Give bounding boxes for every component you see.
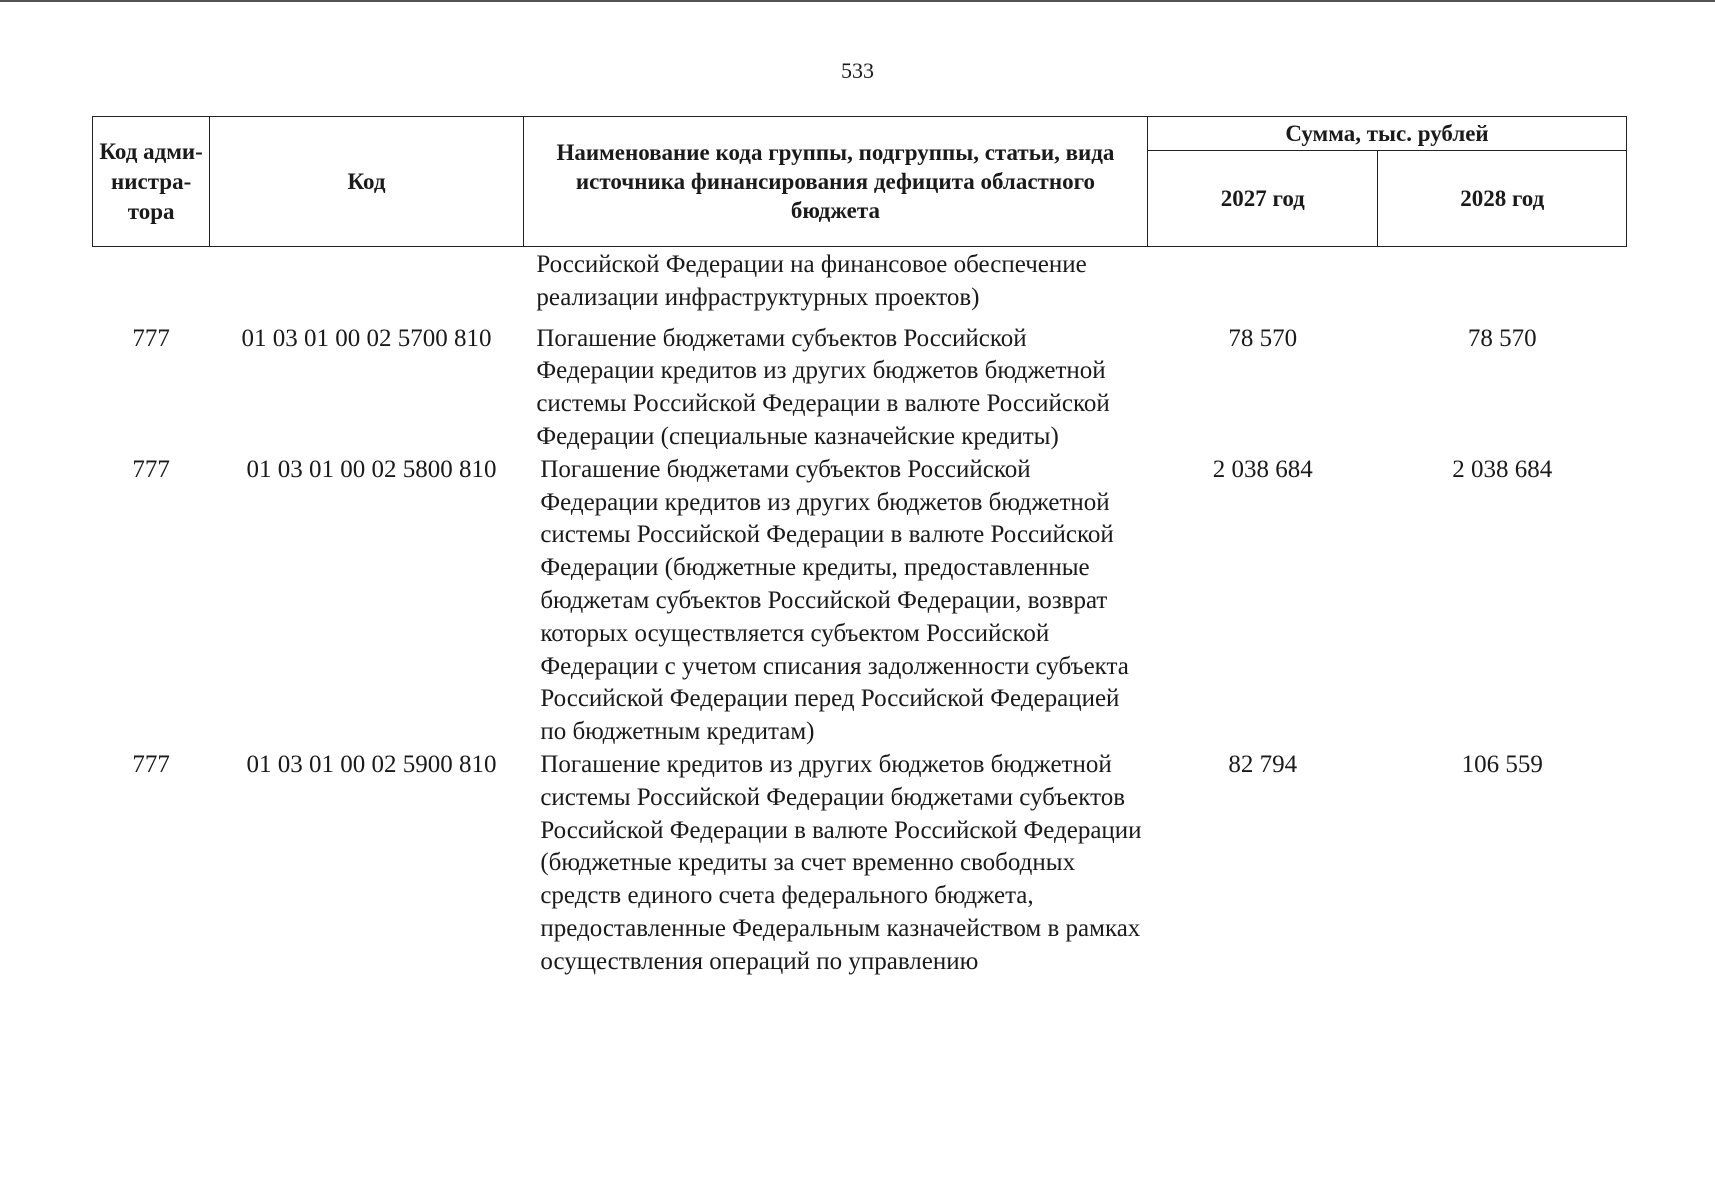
row-sum-2028: 78 570 <box>1467 324 1537 352</box>
header-name: Наименование кода группы, подгруппы, статьи, вида источника финансирования дефицита областного бюджета <box>523 117 1147 247</box>
row-admin-code: 777 <box>132 455 170 483</box>
table-row <box>93 749 1627 979</box>
budget-table <box>92 116 1627 979</box>
row-name: Погашение бюджетами субъектов Российской Федерации кредитов из других бюджетов бюджетной системы Российской Федерации в валюте Российской Федерации (специальные казначейские кредиты) <box>536 324 1110 450</box>
row-code: 01 03 01 00 02 5900 810 <box>246 750 497 778</box>
table-row <box>93 323 1627 454</box>
row-code: 01 03 01 00 02 5800 810 <box>246 455 497 483</box>
header-year-2028: 2028 год <box>1378 151 1627 247</box>
header-sum-group: Сумма, тыс. рублей <box>1148 117 1627 151</box>
continuation-text: Российской Федерации на финансовое обеспечение реализации инфраструктурных проектов) <box>536 251 1087 311</box>
row-sum-2028: 2 038 684 <box>1452 455 1553 483</box>
row-sum-2027: 82 794 <box>1228 750 1298 778</box>
row-admin-code: 777 <box>132 324 170 352</box>
header-year-2027: 2027 год <box>1148 151 1378 247</box>
row-name: Погашение бюджетами субъектов Российской Федерации кредитов из других бюджетов бюджетной системы Российской Федерации в валюте Российской Федерации (бюджетные кредиты, предоставленные бюджетам субъектов Российской Федерации, возврат которых осуществляется субъектом Российской Федерации с учетом списания задолженности субъекта Российской Федерации перед Российской Федерацией по бюджетным кредитам) <box>540 455 1129 746</box>
row-sum-2028: 106 559 <box>1461 750 1543 778</box>
table-row <box>93 454 1627 749</box>
row-code: 01 03 01 00 02 5700 810 <box>241 324 492 352</box>
row-sum-2027: 2 038 684 <box>1212 455 1313 483</box>
page-number: 533 <box>841 58 874 83</box>
header-admin-code: Код адми-нистра-тора <box>93 117 210 247</box>
row-sum-2027: 78 570 <box>1228 324 1298 352</box>
top-border-rule <box>0 0 1715 2</box>
row-name: Погашение кредитов из других бюджетов бюджетной системы Российской Федерации бюджетами субъектов Российской Федерации в валюте Российской Федерации (бюджетные кредиты за счет временно свободных средств единого счета федерального бюджета, предоставленные Федеральным казначейством в рамках осуществления операций по управлению <box>540 750 1142 975</box>
header-code: Код <box>210 117 524 247</box>
row-admin-code: 777 <box>132 750 170 778</box>
table-row-continuation <box>93 247 1627 323</box>
